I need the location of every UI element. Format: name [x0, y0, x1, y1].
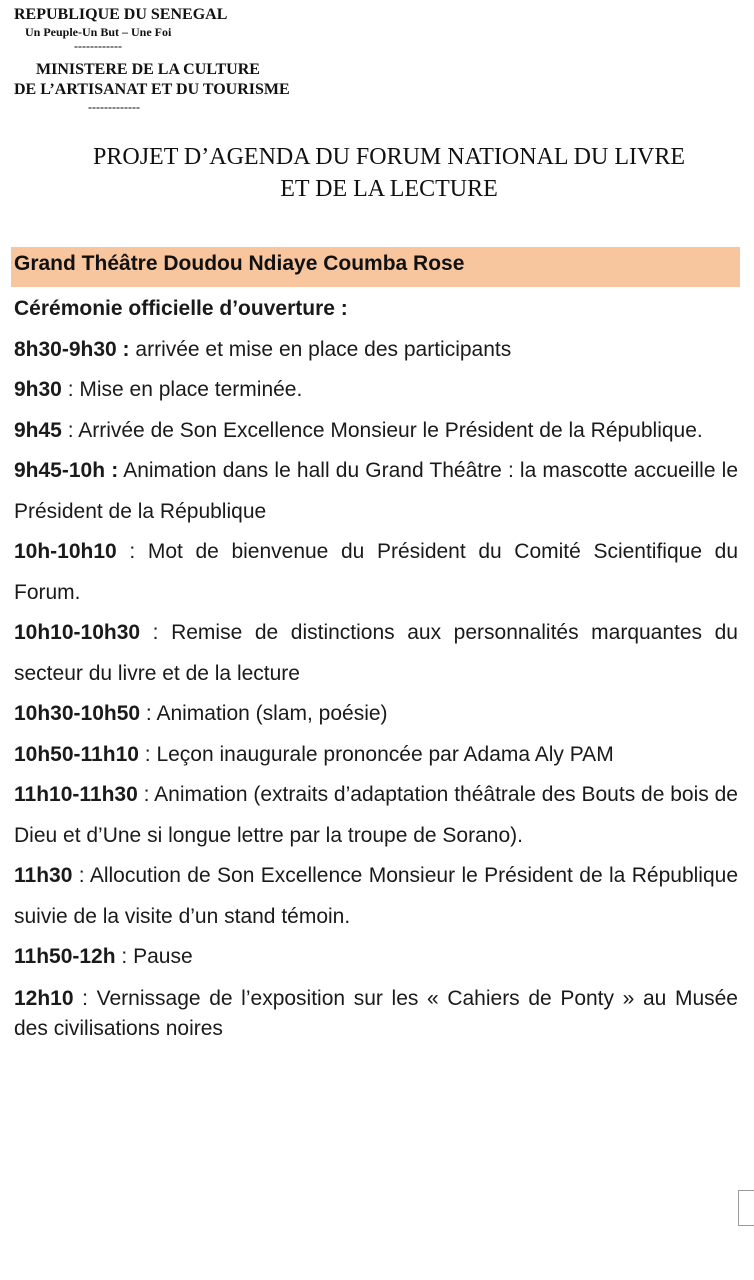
- agenda-text: arrivée et mise en place des participants: [129, 337, 512, 361]
- ministry-name-line1: MINISTERE DE LA CULTURE: [36, 61, 260, 78]
- document-title-line1: PROJET D’AGENDA DU FORUM NATIONAL DU LIVRE: [93, 144, 685, 170]
- agenda-time: 10h-10h10: [14, 540, 117, 563]
- agenda-item: [14, 451, 738, 532]
- agenda-text: : Animation (slam, poésie): [140, 702, 388, 725]
- agenda-text: : Allocution de Son Excellence Monsieur le Président de la République suivie de la visite d’un stand témoin.: [14, 864, 738, 928]
- header-separator: ------------: [74, 39, 122, 53]
- agenda-text: : Mot de bienvenue du Président du Comité Scientifique du Forum.: [14, 540, 738, 604]
- agenda-item: [14, 330, 738, 371]
- agenda-text: : Arrivée de Son Excellence Monsieur le Président de la République.: [61, 418, 703, 442]
- document-title: [0, 141, 754, 205]
- agenda-item: [14, 735, 738, 776]
- agenda-time: 11h30: [14, 864, 73, 887]
- agenda-time: 9h45-10h :: [14, 459, 119, 482]
- agenda-time: 10h30-10h50: [14, 702, 141, 725]
- ministry-name-line2: DE L’ARTISANAT ET DU TOURISME: [14, 81, 290, 98]
- agenda-time: 10h10-10h30: [14, 621, 141, 644]
- agenda-text: Animation dans le hall du Grand Théâtre : la mascotte accueille le Président de la République: [14, 459, 739, 523]
- agenda-time: 12h10: [14, 986, 74, 1010]
- agenda-text: : Vernissage de l’exposition sur les « Cahiers de Ponty » au Musée des civilisations noires: [14, 986, 738, 1040]
- agenda-item: [14, 984, 738, 1044]
- agenda-item: [14, 694, 738, 735]
- agenda-time: 9h45: [14, 418, 62, 442]
- agenda-item: [14, 937, 738, 978]
- agenda-text: : Animation (extraits d’adaptation théâtrale des Bouts de bois de Dieu et d’Une si longue lettre par la troupe de Sorano).: [14, 783, 738, 847]
- agenda-item: [14, 532, 738, 613]
- agenda-item: [14, 775, 738, 856]
- agenda-text: : Leçon inaugurale prononcée par Adama Aly PAM: [138, 742, 614, 766]
- agenda-time: 9h30: [14, 378, 62, 401]
- agenda-item: [14, 370, 738, 411]
- agenda-text: : Pause: [115, 945, 193, 968]
- agenda-time: 10h50-11h10: [14, 742, 139, 766]
- agenda-time: 8h30-9h30 :: [14, 337, 130, 361]
- document-title-line2: ET DE LA LECTURE: [280, 176, 498, 202]
- agenda-item: [14, 613, 738, 694]
- agenda-item: [14, 411, 738, 452]
- agenda-time: 11h50-12h: [14, 945, 116, 968]
- agenda-text: : Mise en place terminée.: [61, 378, 303, 401]
- country-name: REPUBLIQUE DU SENEGAL: [14, 6, 228, 23]
- ceremony-heading: Cérémonie officielle d’ouverture :: [14, 297, 348, 320]
- agenda-text: : Remise de distinctions aux personnalités marquantes du secteur du livre et de la lecture: [14, 621, 738, 685]
- agenda-time: 11h10-11h30: [14, 783, 138, 806]
- header-separator: -------------: [88, 100, 140, 114]
- page-edge-mark: [738, 1190, 754, 1226]
- national-motto: Un Peuple-Un But – Une Foi: [25, 25, 172, 39]
- venue-banner: Grand Théâtre Doudou Ndiaye Coumba Rose: [11, 247, 740, 287]
- agenda-list: [14, 289, 738, 1044]
- agenda-item: [14, 856, 738, 937]
